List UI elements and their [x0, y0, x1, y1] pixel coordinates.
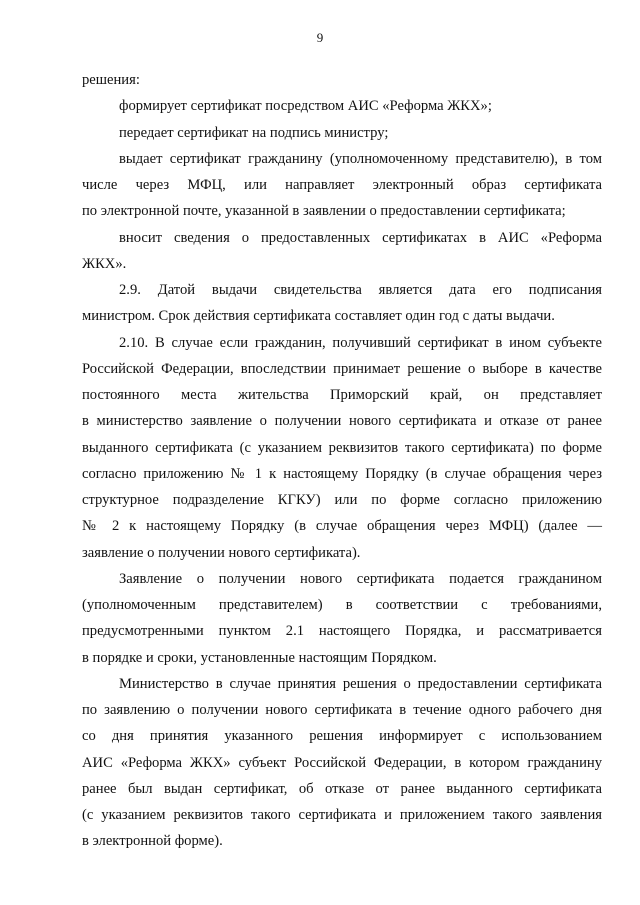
text-line: выданного сертификата (с указанием реквизитов такого сертификата) по форме — [82, 439, 602, 456]
text-line: ЖКХ». — [82, 255, 127, 272]
text-line: ранее был выдан сертификат, об отказе от ранее выданного сертификата — [82, 780, 602, 797]
text-line: выдает сертификат гражданину (уполномоченному представителю), в том — [119, 150, 602, 167]
text-line: вносит сведения о предоставленных сертификатах в АИС «Реформа — [119, 229, 602, 246]
text-line: числе через МФЦ, или направляет электронный образ сертификата — [82, 177, 602, 193]
text-line: в электронной форме). — [82, 833, 223, 850]
text-line: заявление о получении нового сертификата). — [82, 544, 361, 561]
text-line: в министерство заявление о получении нового сертификата и отказе от ранее — [82, 413, 602, 430]
document-body — [82, 67, 602, 855]
text-line: (уполномоченным представителем) в соответствии с требованиями, — [82, 597, 602, 613]
text-line: 2.9. Датой выдачи свидетельства является дата его подписания — [119, 282, 602, 298]
text-line: решения: — [82, 72, 140, 88]
text-line: постоянного места жительства Приморский край, он представляет — [82, 387, 602, 403]
text-line: передает сертификат на подпись министру; — [119, 124, 389, 141]
text-line: министром. Срок действия сертификата составляет один год с даты выдачи. — [82, 308, 555, 325]
text-line: согласно приложению № 1 к настоящему Порядку (в случае обращения через — [82, 465, 602, 482]
text-line: (с указанием реквизитов такого сертификата и приложением такого заявления — [82, 807, 602, 823]
text-line: Заявление о получении нового сертификата подается гражданином — [119, 570, 602, 587]
text-line: структурное подразделение КГКУ) или по форме согласно приложению — [82, 492, 602, 508]
text-line: Министерство в случае принятия решения о предоставлении сертификата — [119, 675, 602, 692]
text-line: по электронной почте, указанной в заявлении о предоставлении сертификата; — [82, 203, 566, 220]
page-number: 9 — [316, 30, 324, 45]
text-line: АИС «Реформа ЖКХ» субъект Российской Федерации, в котором гражданину — [82, 754, 602, 771]
text-line: Российской Федерации, впоследствии принимает решение о выборе в качестве — [82, 360, 602, 377]
text-line: предусмотренными пунктом 2.1 настоящего Порядка, и рассматривается — [82, 623, 602, 640]
text-line: по заявлению о получении нового сертификата в течение одного рабочего дня — [82, 702, 602, 718]
text-line: 2.10. В случае если гражданин, получивший сертификат в ином субъекте — [119, 334, 602, 351]
text-line: со дня принятия указанного решения информирует с использованием — [82, 728, 602, 745]
text-line: формирует сертификат посредством АИС «Реформа ЖКХ»; — [119, 98, 492, 115]
text-line: в порядке и сроки, установленные настоящим Порядком. — [82, 649, 437, 666]
text-line: № 2 к настоящему Порядку (в случае обращения через МФЦ) (далее — — [82, 518, 602, 535]
